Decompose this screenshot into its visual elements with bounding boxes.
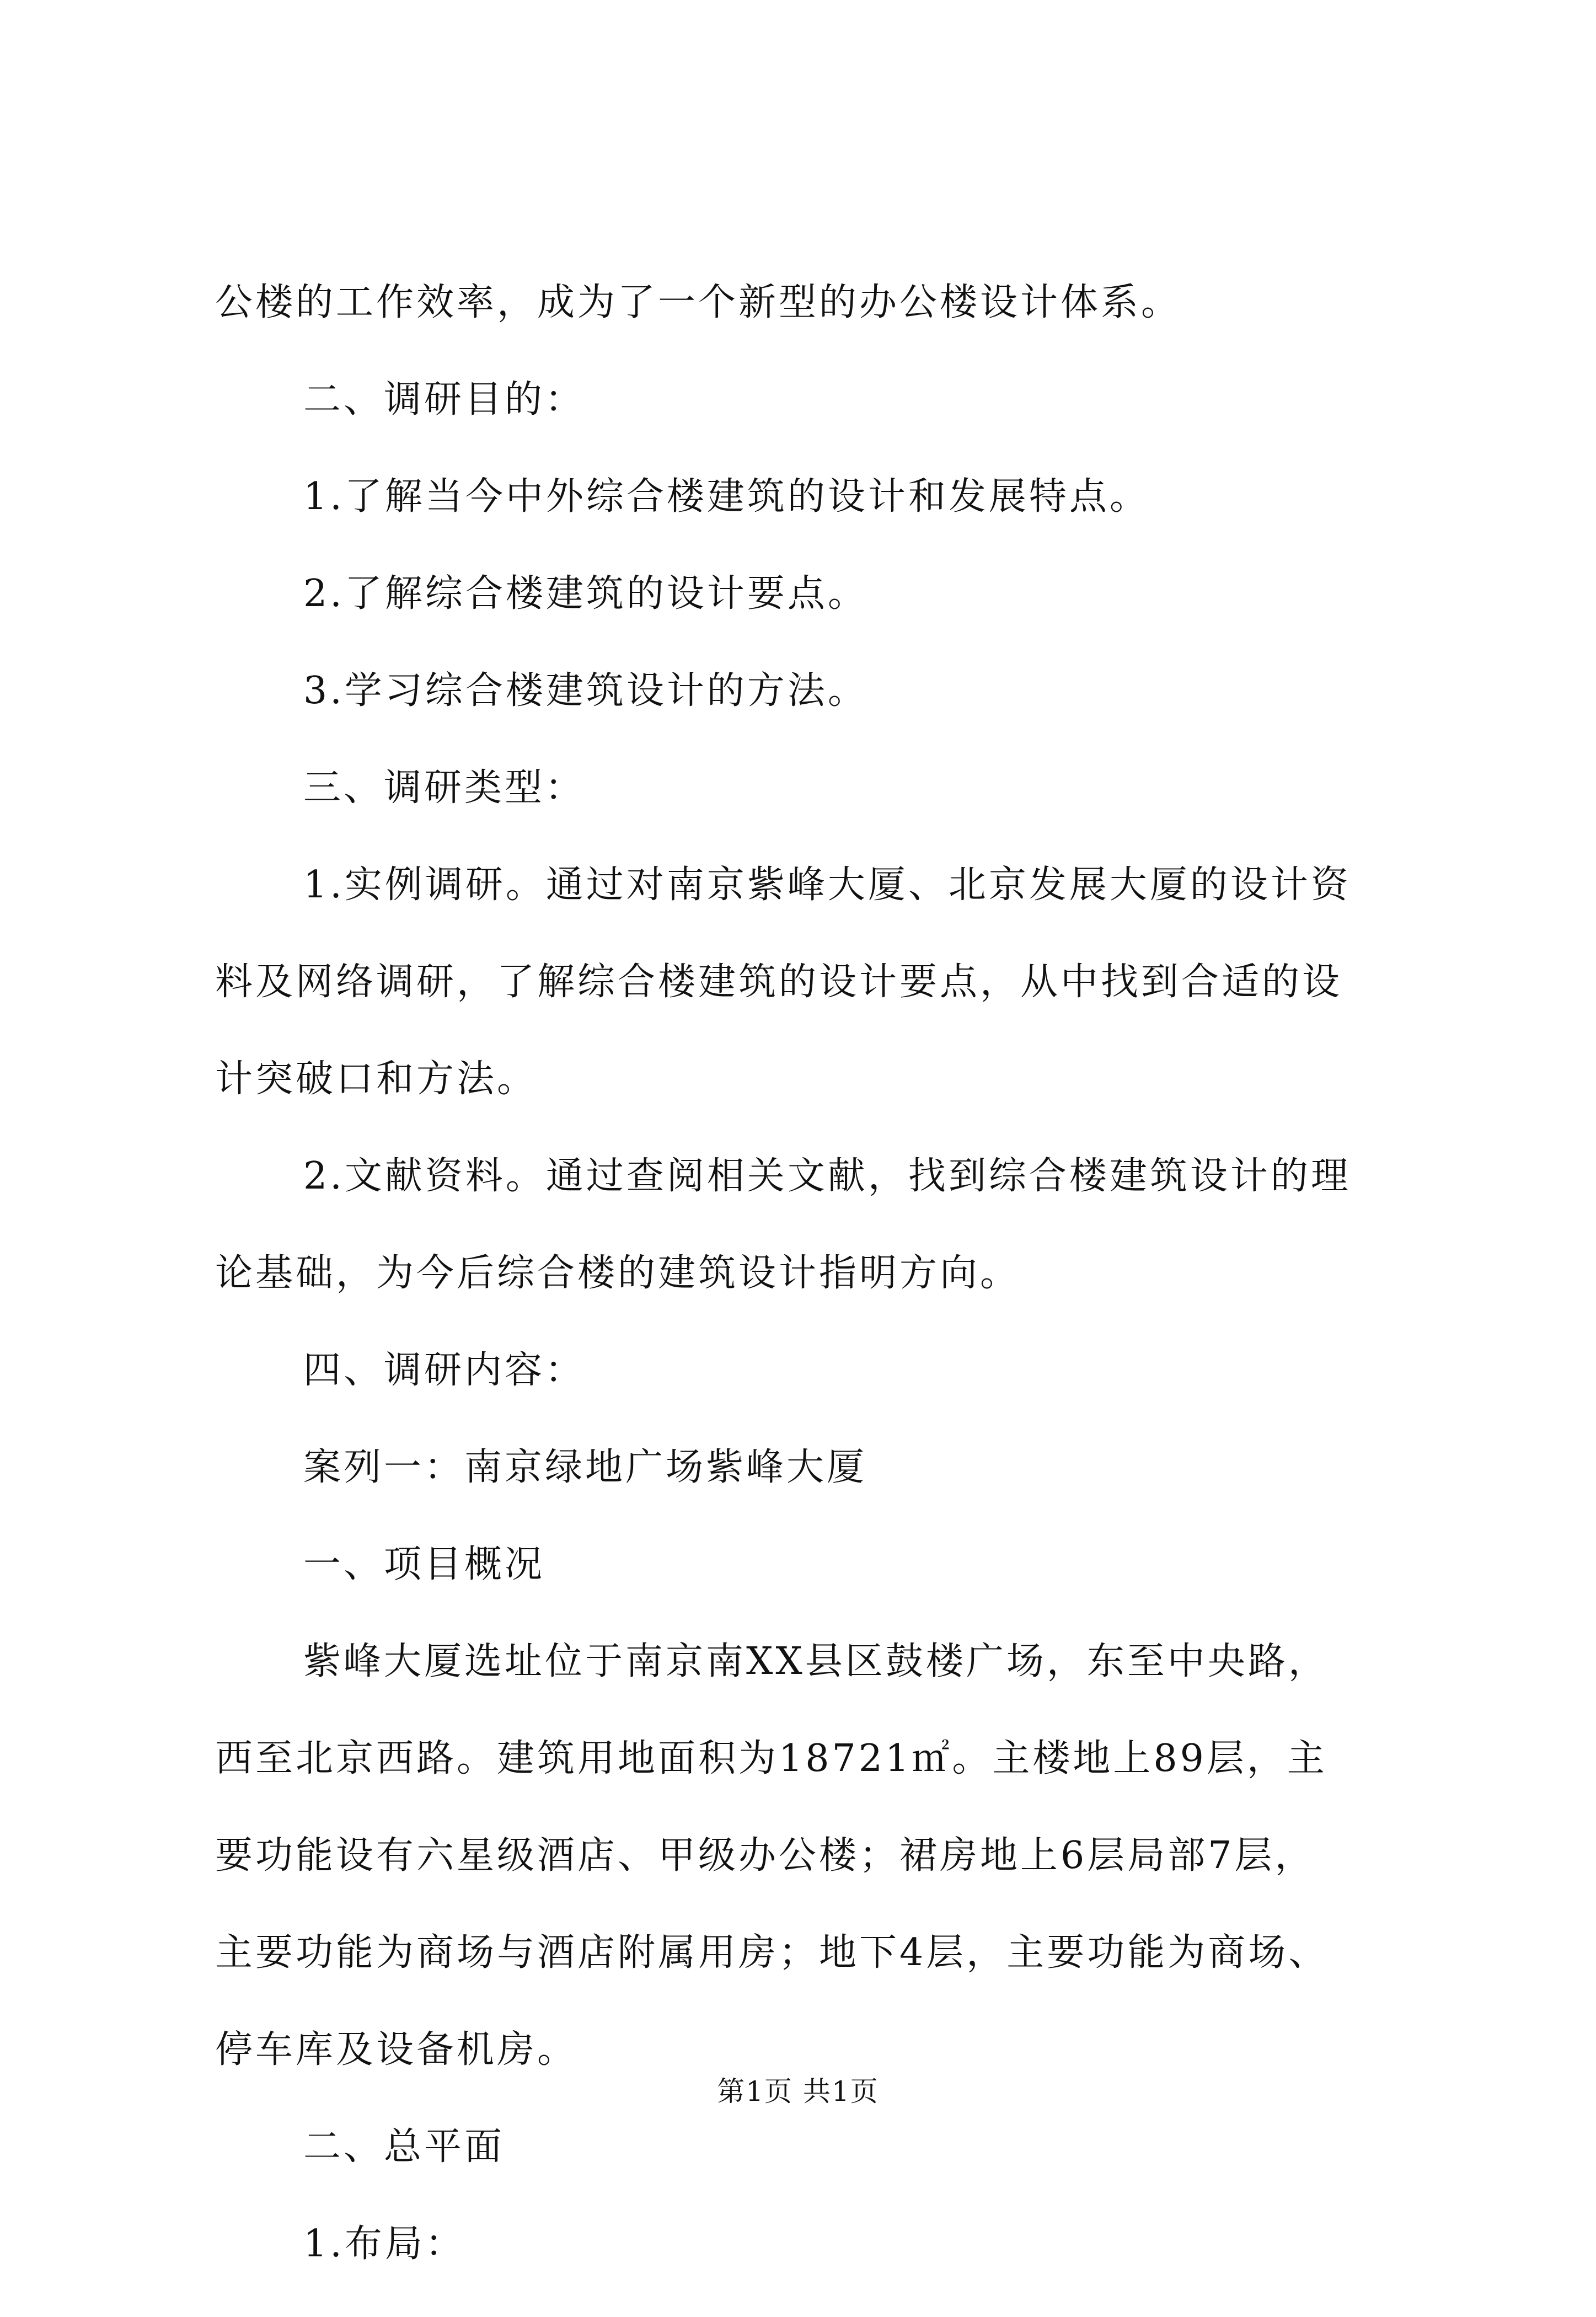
- text-line: 2.了解综合楼建筑的设计要点。: [303, 572, 868, 616]
- list-item: [215, 1152, 1406, 1298]
- text-line: 二、总平面: [303, 2125, 505, 2169]
- text-line: 计突破口和方法。: [215, 1057, 538, 1101]
- section-heading: [215, 1346, 1406, 1395]
- list-item: [215, 473, 1406, 521]
- document-body: [215, 279, 1406, 2317]
- text-line: 料及网络调研，了解综合楼建筑的设计要点，从中找到合适的设: [215, 960, 1343, 1004]
- paragraph: [215, 1638, 1406, 2074]
- section-heading: [215, 2123, 1406, 2171]
- text-line: 要功能设有六星级酒店、甲级办公楼；裙房地上6层局部7层，: [215, 1834, 1315, 1877]
- section-heading: [215, 764, 1406, 812]
- text-line: 1.布局：: [303, 2222, 465, 2266]
- text-line: 西至北京西路。建筑用地面积为18721㎡。主楼地上89层，主: [215, 1737, 1327, 1780]
- list-item: [215, 861, 1406, 1104]
- text-line: 四、调研内容：: [303, 1349, 586, 1392]
- text-line: 案列一：南京绿地广场紫峰大厦: [303, 1446, 867, 1489]
- section-heading: [215, 376, 1406, 424]
- list-item: [215, 667, 1406, 715]
- text-line: 3.学习综合楼建筑设计的方法。: [303, 669, 868, 713]
- list-item: [215, 2220, 1406, 2268]
- text-line: 一、项目概况: [303, 1543, 545, 1586]
- page-footer: [0, 2075, 1596, 2108]
- paragraph: [215, 279, 1406, 327]
- text-line: 1.实例调研。通过对南京紫峰大厦、北京发展大厦的设计资: [303, 863, 1351, 907]
- text-line: 三、调研类型：: [303, 766, 586, 810]
- text-line: 二、调研目的：: [303, 378, 586, 421]
- text-line: 主要功能为商场与酒店附属用房；地下4层，主要功能为商场、: [215, 1931, 1329, 1974]
- text-line: 停车库及设备机房。: [215, 2028, 578, 2072]
- text-line: 论基础，为今后综合楼的建筑设计指明方向。: [215, 1251, 1021, 1295]
- text-line: 公楼的工作效率，成为了一个新型的办公楼设计体系。: [215, 281, 1182, 324]
- text-line: 1.了解当今中外综合楼建筑的设计和发展特点。: [303, 475, 1150, 518]
- text-line: 紫峰大厦选址位于南京南XX县区鼓楼广场，东至中央路，: [303, 1640, 1329, 1683]
- list-item: [215, 570, 1406, 618]
- text-line: 2.文献资料。通过查阅相关文献，找到综合楼建筑设计的理: [303, 1154, 1351, 1198]
- section-heading: [215, 1540, 1406, 1589]
- case-heading: [215, 1443, 1406, 1492]
- page-number: 第1页 共1页: [717, 2075, 879, 2107]
